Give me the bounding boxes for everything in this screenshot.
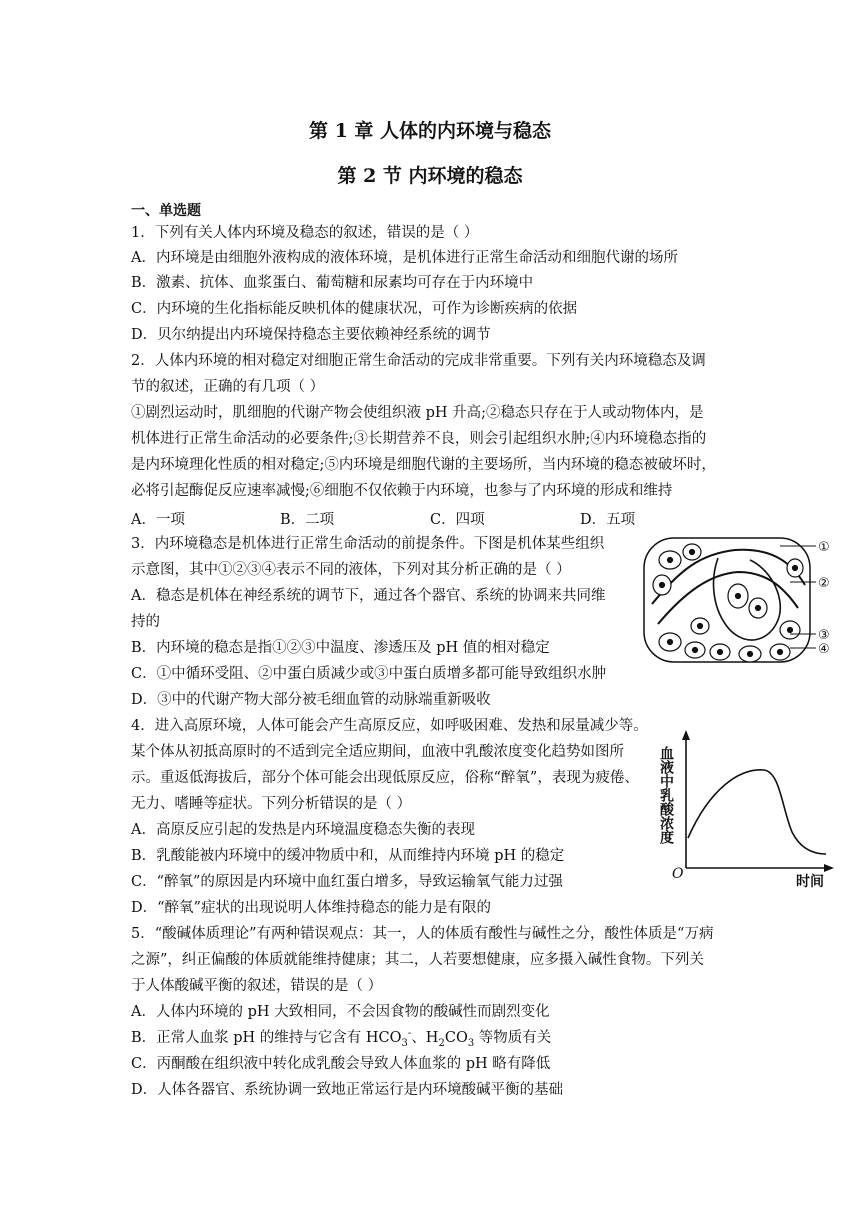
q3-stem-line: 3．内环境稳态是机体进行正常生命活动的前提条件。下图是机体某些组织 xyxy=(131,536,605,552)
q2-stem-line: ①剧烈运动时，肌细胞的代谢产物会使组织液 pH 升高;②稳态只存在于人或动物体内，是 xyxy=(131,405,704,421)
q4-option-c: C．“醉氧”的原因是内环境中血红蛋白增多，导致运输氧气能力过强 xyxy=(131,874,563,890)
q4-stem-line: 无力、嗜睡等症状。下列分析错误的是（ ） xyxy=(131,796,412,812)
q1-option-c: C．内环境的生化指标能反映机体的健康状况，可作为诊断疾病的依据 xyxy=(131,301,578,317)
section-title: 第 2 节 内环境的稳态 xyxy=(337,165,523,187)
q4-option-b: B．乳酸能被内环境中的缓冲物质中和，从而维持内环境 pH 的稳定 xyxy=(131,848,565,864)
q4-option-a: A．高原反应引起的发热是内环境温度稳态失衡的表现 xyxy=(131,822,475,838)
q3-stem-line: 示意图，其中①②③④表示不同的液体，下列对其分析正确的是（ ） xyxy=(131,562,571,578)
q5-option-d: D．人体各器官、系统协调一致地正常运行是内环境酸碱平衡的基础 xyxy=(131,1082,564,1098)
q2-stem-line: 是内环境理化性质的相对稳定;⑤内环境是细胞代谢的主要场所，当内环境的稳态被破坏时， xyxy=(131,457,716,473)
q3-option-d: D．③中的代谢产物大部分被毛细血管的动脉端重新吸收 xyxy=(131,692,491,708)
chapter-title: 第 1 章 人体的内环境与稳态 xyxy=(308,120,552,142)
q2-option-c: C．四项 xyxy=(430,512,485,528)
fig-label-1: ① xyxy=(818,540,830,555)
q1-stem: 1．下列有关人体内环境及稳态的叙述，错误的是（ ） xyxy=(131,225,479,241)
q5-option-a: A．人体内环境的 pH 大致相同，不会因食物的酸碱性而剧烈变化 xyxy=(131,1004,550,1020)
q1-option-a: A．内环境是由细胞外液构成的液体环境，是机体进行正常生命活动和细胞代谢的场所 xyxy=(131,250,678,266)
fig-label-3: ③ xyxy=(818,628,830,643)
q5-option-b: B．正常人血浆 pH 的维持与它含有 $HCO_3^-$、$H_2CO_3$ 等物质有关 xyxy=(131,1028,552,1049)
q4-stem-line: 4．进入高原环境，人体可能会产生高原反应，如呼吸困难、发热和尿量减少等。 xyxy=(131,718,648,734)
q3-option-a: A．稳态是机体在神经系统的调节下，通过各个器官、系统的协调来共同维 xyxy=(131,588,606,604)
q4-option-d: D．“醉氧”症状的出现说明人体维持稳态的能力是有限的 xyxy=(131,900,491,916)
fig-label-2: ② xyxy=(818,576,830,591)
q2-stem-line: 机体进行正常生命活动的必要条件;③长期营养不良，则会引起组织水肿;④内环境稳态指的 xyxy=(131,431,707,447)
part-heading: 一、单选题 xyxy=(131,203,201,219)
q3-option-b: B．内环境的稳态是指①②③中温度、渗透压及 pH 值的相对稳定 xyxy=(131,640,550,656)
q5-stem-line: 5．“酸碱体质理论”有两种错误观点：其一，人的体质有酸性与碱性之分，酸性体质是“万病 xyxy=(131,926,714,942)
graph-xlabel: 时间 xyxy=(796,874,824,890)
q3-option-a-cont: 持的 xyxy=(131,614,160,630)
q5-stem-line: 之源”，纠正偏酸的体质就能维持健康；其二，人若要想健康，应多摄入碱性食物。下列关 xyxy=(131,952,704,968)
q5-option-c: C．丙酮酸在组织液中转化成乳酸会导致人体血浆的 pH 略有降低 xyxy=(131,1056,551,1072)
graph-ylabel: 血液中乳酸浓度 xyxy=(658,746,674,844)
lactate-graph xyxy=(660,728,835,888)
fig-label-4: ④ xyxy=(818,642,830,657)
q2-stem-line: 必将引起酶促反应速率减慢;⑥细胞不仅依赖于内环境，也参与了内环境的形成和维持 xyxy=(131,483,673,499)
q1-option-b: B．激素、抗体、血浆蛋白、葡萄糖和尿素均可存在于内环境中 xyxy=(131,275,534,291)
q2-stem-line: 节的叙述，正确的有几项（ ） xyxy=(131,379,325,395)
q5-stem-line: 于人体酸碱平衡的叙述，错误的是（ ） xyxy=(131,978,383,994)
q2-stem-line: 2．人体内环境的相对稳定对细胞正常生命活动的完成非常重要。下列有关内环境稳态及调 xyxy=(131,353,706,369)
q4-stem-line: 示。重返低海拔后，部分个体可能会出现低原反应，俗称“醉氧”，表现为疲倦、 xyxy=(131,770,639,786)
q3-option-c: C．①中循环受阻、②中蛋白质减少或③中蛋白质增多都可能导致组织水肿 xyxy=(131,666,607,682)
q1-option-d: D．贝尔纳提出内环境保持稳态主要依赖神经系统的调节 xyxy=(131,327,491,343)
q2-option-a: A．一项 xyxy=(131,512,185,528)
tissue-diagram xyxy=(640,530,840,670)
q2-option-b: B．二项 xyxy=(280,512,335,528)
graph-origin: O xyxy=(672,866,684,882)
q2-option-d: D．五项 xyxy=(580,512,636,528)
q4-stem-line: 某个体从初抵高原时的不适到完全适应期间，血液中乳酸浓度变化趋势如图所 xyxy=(131,744,624,760)
